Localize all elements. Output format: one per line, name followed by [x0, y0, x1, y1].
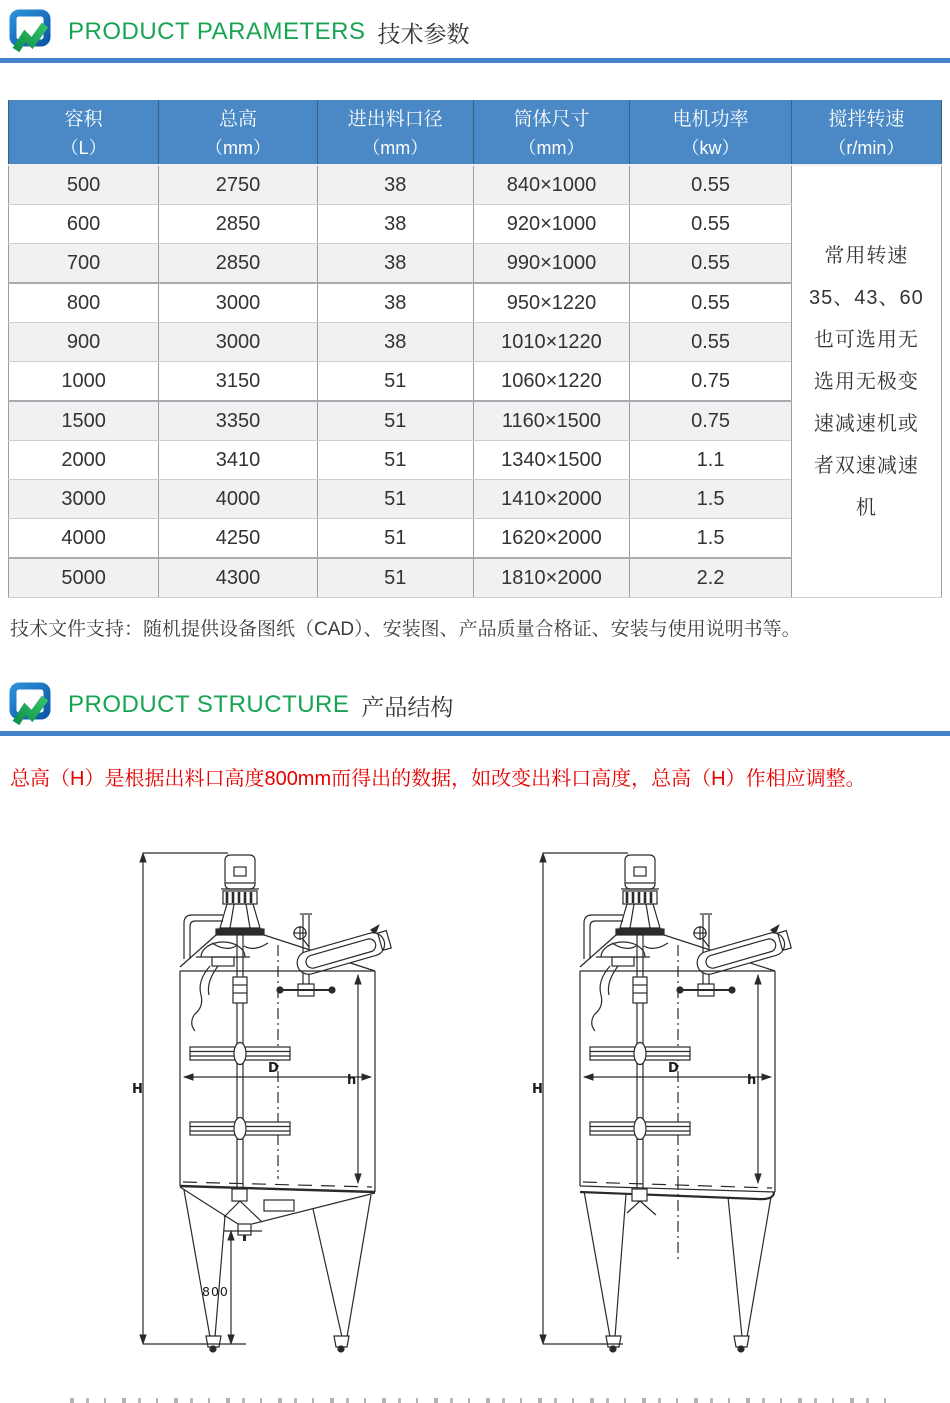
table-cell: 1340×1500 — [473, 441, 630, 480]
dim-label-h: h — [747, 1073, 757, 1088]
table-cell: 51 — [317, 401, 473, 441]
conical-bottom — [143, 1182, 375, 1352]
table-header-row — [9, 100, 942, 165]
dim-label-H: H — [532, 1082, 543, 1097]
table-cell: 1060×1220 — [473, 362, 630, 402]
table-cell: 38 — [317, 205, 473, 244]
table-cell: 1.5 — [630, 519, 791, 559]
table-cell: 0.55 — [630, 323, 791, 362]
table-cell: 2000 — [9, 441, 159, 480]
speed-note-cell: 常用转速 35、43、60 也可选用无选用无极变速减速机或者双速减速机 — [791, 165, 941, 598]
table-cell: 1.1 — [630, 441, 791, 480]
table-cell: 38 — [317, 283, 473, 323]
parameters-table — [8, 100, 942, 598]
table-cell: 0.75 — [630, 401, 791, 441]
height-adjustment-note: 总高（H）是根据出料口高度800mm而得出的数据，如改变出料口高度，总高（H）作相应调整。 — [10, 768, 866, 790]
table-cell: 0.55 — [630, 244, 791, 284]
table-cell: 0.55 — [630, 205, 791, 244]
table-cell: 840×1000 — [473, 165, 630, 205]
table-cell: 1620×2000 — [473, 519, 630, 559]
table-cell: 990×1000 — [473, 244, 630, 284]
table-cell: 4300 — [159, 558, 318, 598]
table-cell: 38 — [317, 244, 473, 284]
brand-logo-icon — [8, 9, 54, 55]
table-cell: 3350 — [159, 401, 318, 441]
table-cell: 920×1000 — [473, 205, 630, 244]
table-cell: 4000 — [9, 519, 159, 559]
section-title-en: PRODUCT STRUCTURE — [68, 691, 350, 718]
dim-label-D: D — [668, 1061, 679, 1076]
section-title-zh: 技术参数 — [377, 20, 470, 47]
tank-drawings — [0, 841, 950, 1356]
parameters-section-header — [0, 0, 950, 56]
table-cell: 800 — [9, 283, 159, 323]
col-header-port-diameter: 进出料口径 （mm） — [317, 100, 473, 165]
table-cell: 1810×2000 — [473, 558, 630, 598]
table-cell: 38 — [317, 323, 473, 362]
table-cell: 1500 — [9, 401, 159, 441]
table-cell: 1.5 — [630, 480, 791, 519]
table-cell: 51 — [317, 558, 473, 598]
section-title-en: PRODUCT PARAMETERS — [68, 18, 366, 45]
table-cell: 4000 — [159, 480, 318, 519]
table-cell: 51 — [317, 480, 473, 519]
col-header-total-height: 总高 （mm） — [159, 100, 318, 165]
table-cell: 2750 — [159, 165, 318, 205]
section-divider-bar — [0, 58, 950, 63]
dim-label-D: D — [268, 1061, 279, 1076]
table-cell: 4250 — [159, 519, 318, 559]
cutoff-text-strip — [70, 1398, 890, 1403]
table-cell: 38 — [317, 165, 473, 205]
section-divider-bar — [0, 731, 950, 736]
table-cell: 1410×2000 — [473, 480, 630, 519]
table-cell: 3000 — [159, 283, 318, 323]
technical-support-note: 技术文件支持：随机提供设备图纸（CAD）、安装图、产品质量合格证、安装与使用说明书等。 — [10, 619, 801, 640]
table-cell: 600 — [9, 205, 159, 244]
table-cell: 1010×1220 — [473, 323, 630, 362]
brand-logo-icon — [8, 682, 54, 728]
table-cell: 0.55 — [630, 283, 791, 323]
table-cell: 950×1220 — [473, 283, 630, 323]
table-cell: 51 — [317, 441, 473, 480]
table-cell: 0.75 — [630, 362, 791, 402]
col-header-capacity: 容积 （L） — [9, 100, 159, 165]
table-cell: 1160×1500 — [473, 401, 630, 441]
table-cell: 5000 — [9, 558, 159, 598]
col-header-mixing-speed: 搅拌转速 （r/min） — [791, 100, 941, 165]
table-cell: 0.55 — [630, 165, 791, 205]
dim-label-H: H — [132, 1082, 143, 1097]
dim-label-800: 800 — [202, 1284, 229, 1299]
structure-section-header — [0, 673, 950, 729]
table-cell: 1000 — [9, 362, 159, 402]
table-cell: 3150 — [159, 362, 318, 402]
table-cell: 2850 — [159, 244, 318, 284]
col-header-shell-size: 筒体尺寸 （mm） — [473, 100, 630, 165]
table-cell: 500 — [9, 165, 159, 205]
col-header-motor-power: 电机功率 （kw） — [630, 100, 791, 165]
tank-drawing-right — [528, 841, 858, 1356]
table-cell: 3000 — [159, 323, 318, 362]
table-cell: 900 — [9, 323, 159, 362]
tank-drawing-left — [128, 841, 458, 1356]
table-cell: 51 — [317, 519, 473, 559]
table-cell: 700 — [9, 244, 159, 284]
dim-label-h: h — [347, 1073, 357, 1088]
table-cell: 2850 — [159, 205, 318, 244]
table-cell: 3000 — [9, 480, 159, 519]
section-title-zh: 产品结构 — [361, 693, 454, 720]
flat-bottom — [543, 1179, 775, 1352]
table-cell: 2.2 — [630, 558, 791, 598]
table-cell: 51 — [317, 362, 473, 402]
table-row — [9, 165, 942, 205]
table-cell: 3410 — [159, 441, 318, 480]
